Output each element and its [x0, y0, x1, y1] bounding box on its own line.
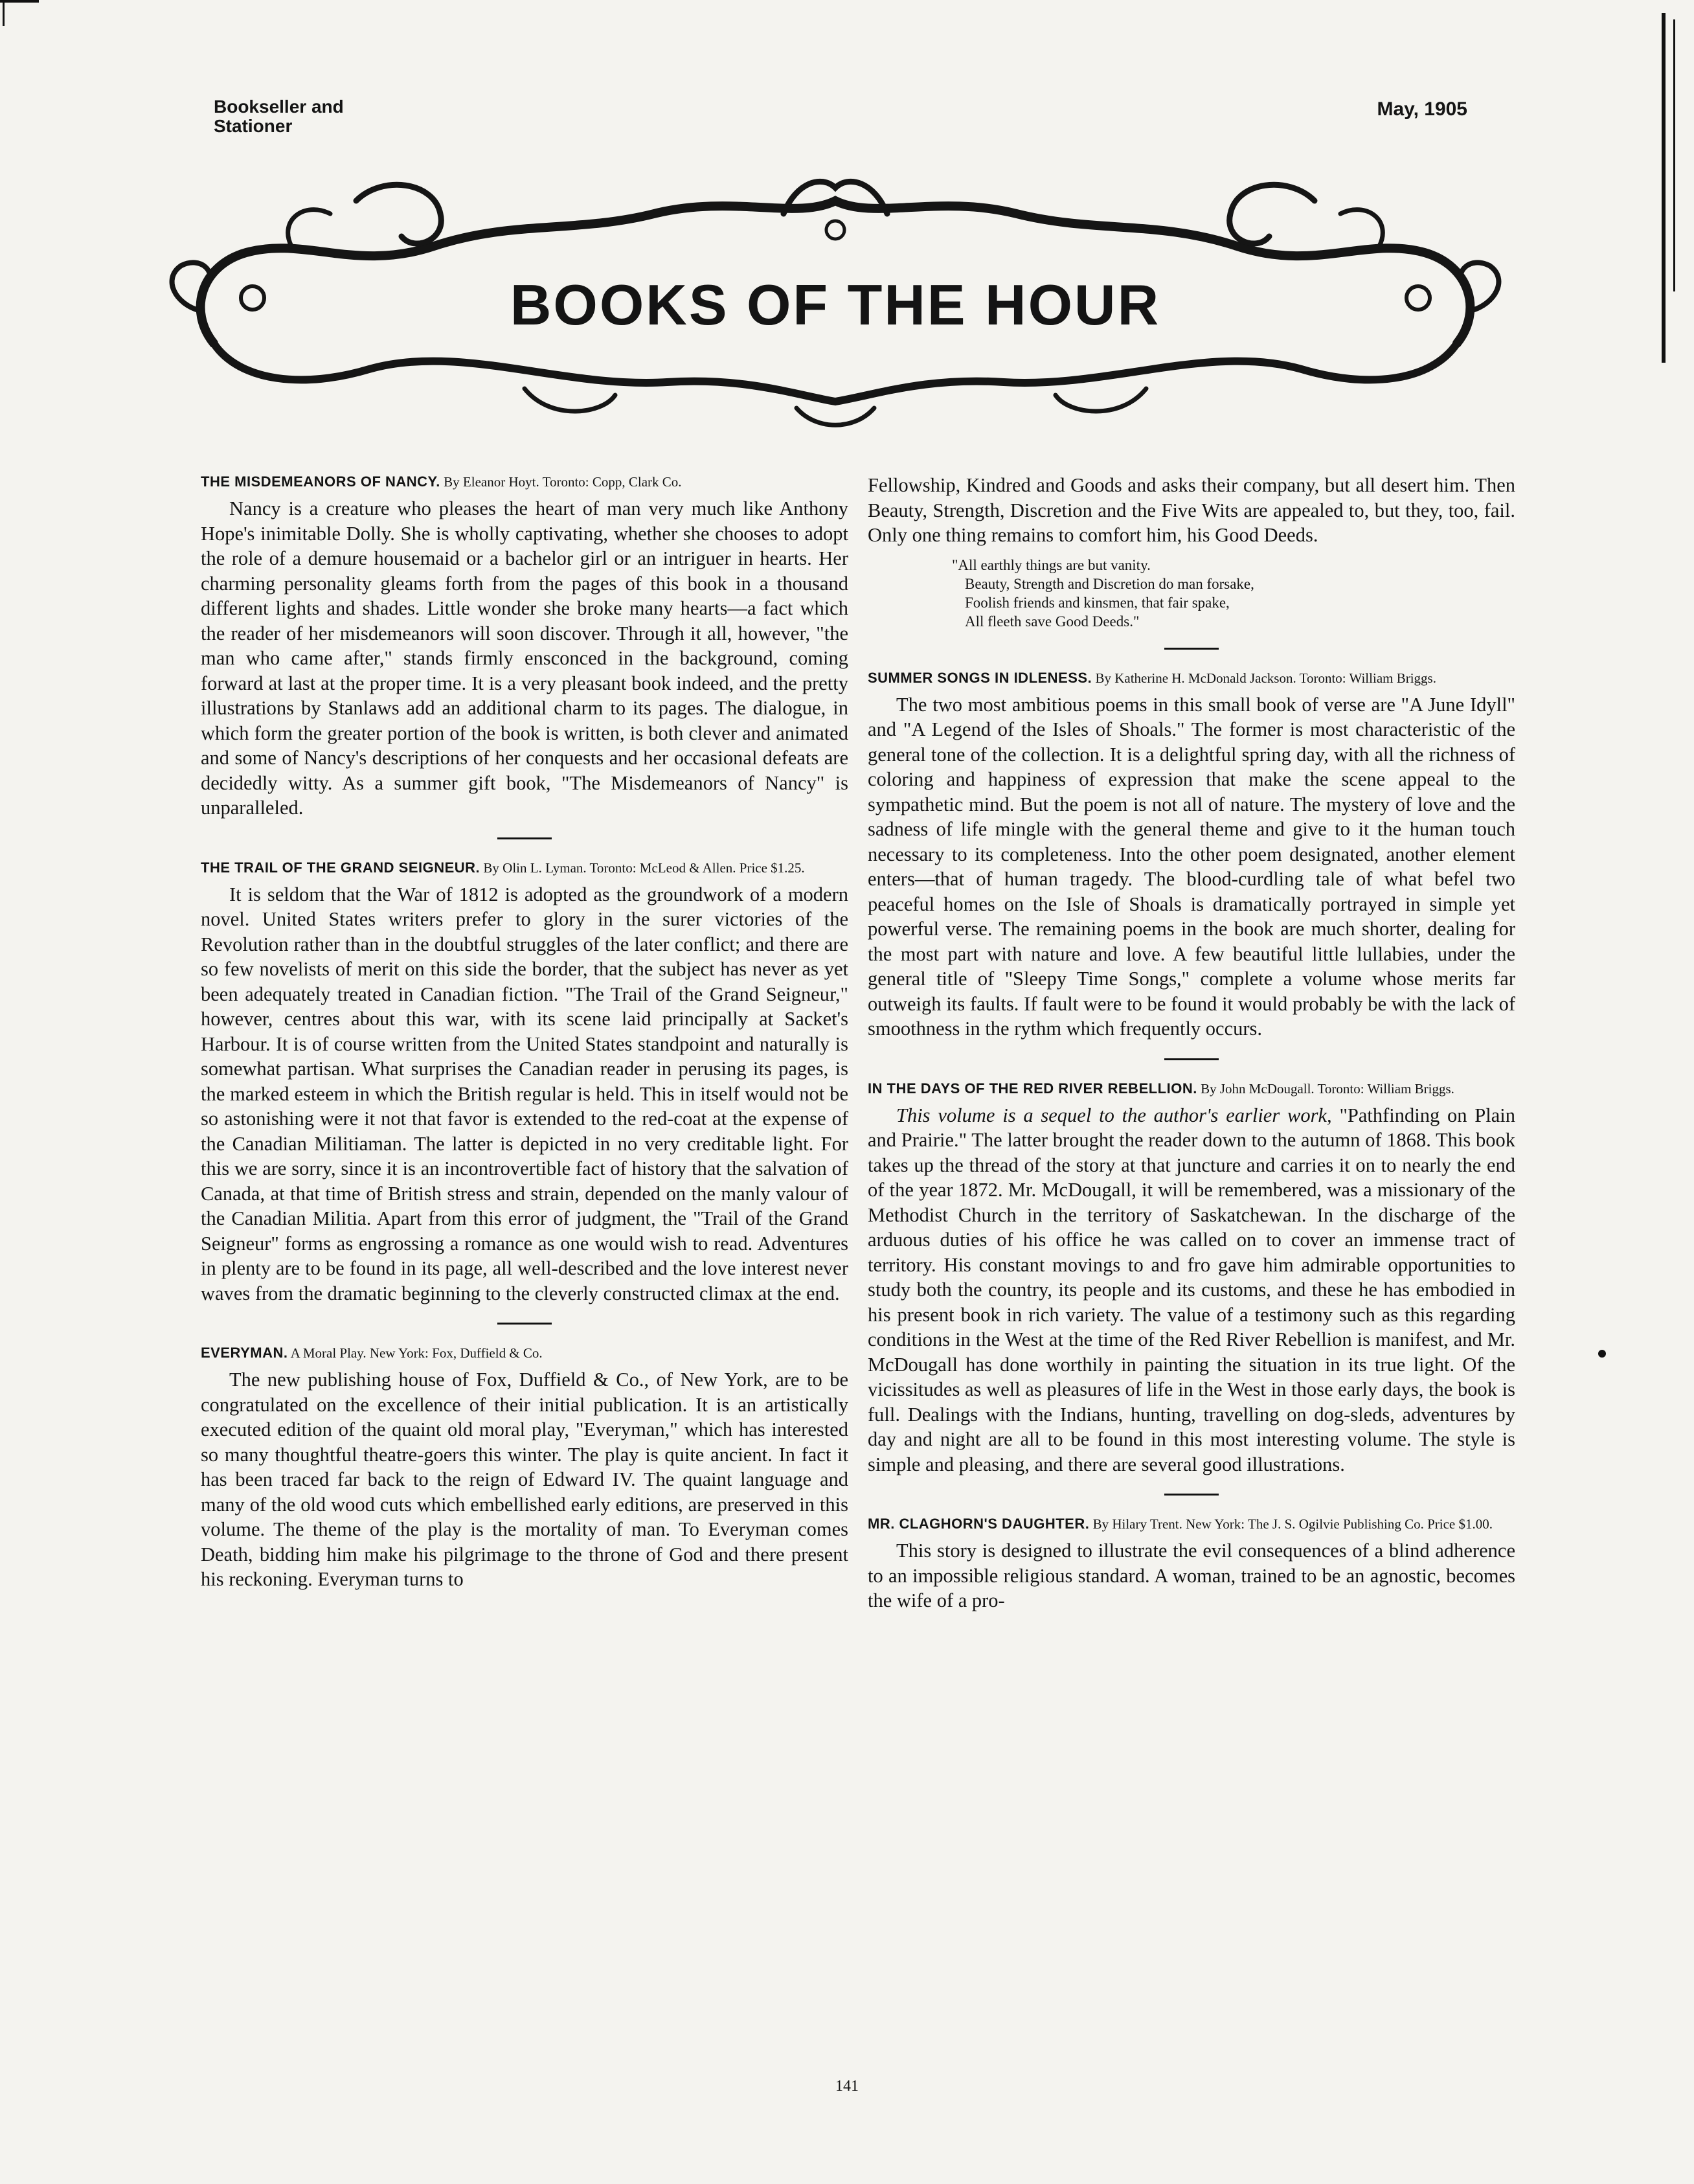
publication-name-line2: Stationer — [214, 116, 293, 136]
ornamental-banner — [162, 175, 1509, 434]
verse-line: All fleeth save Good Deeds." — [965, 613, 1140, 630]
right-column — [868, 473, 1515, 1625]
review-title: THE TRAIL OF THE GRAND SEIGNEUR. — [201, 859, 480, 876]
banner-title: BOOKS OF THE HOUR — [510, 273, 1161, 337]
scan-mark-right-edge — [1662, 13, 1666, 363]
review-title: IN THE DAYS OF THE RED RIVER REBELLION. — [868, 1080, 1197, 1097]
review-meta: By Olin L. Lyman. Toronto: McLeod & Allen. Price $1.25. — [483, 859, 805, 876]
scan-mark-right-edge-2 — [1673, 19, 1675, 291]
review-title: EVERYMAN. — [201, 1345, 288, 1361]
review-body — [868, 1538, 1515, 1613]
review-paragraph: Fellowship, Kindred and Goods and asks their company, but all desert him. Then Beauty, Strength, Discretion and the Five Wits are appealed to, but they, too, fail. Only one thing remains to comfort him, his Good Deeds. — [868, 474, 1515, 546]
review-body — [201, 496, 848, 821]
review-heading — [201, 1344, 848, 1362]
review-heading — [868, 669, 1515, 687]
review-claghorns-daughter — [868, 1515, 1515, 1613]
review-meta: By Hilary Trent. New York: The J. S. Ogilvie Publishing Co. Price $1.00. — [1092, 1516, 1493, 1532]
scan-mark-top-left — [0, 0, 39, 3]
scan-dot — [1598, 1350, 1606, 1358]
review-heading — [868, 1080, 1515, 1098]
review-red-river-rebellion — [868, 1080, 1515, 1477]
review-paragraph: Nancy is a creature who pleases the heart of man very much like Anthony Hope's inimitable Dolly. She is wholly captivating, whether she chooses to adopt the role of a demure housemaid or a bachelor girl or an intriguer in hearts. Her charming personality gleams forth from the pages of this book in a thousand different lights and shades. Little wonder she broke many hearts—a fact which the reader of her misdemeanors will soon discover. Through it all, however, "the man who came after," stands firmly ensconced in the background, coming forward at last at the proper time. It is a very pleasant book indeed, and the pretty illustrations by Stanlaws add an additional charm to its pages. The dialogue, in which form the greater portion of the book is written, is both clever and animated and some of Nancy's descriptions of her conquests and her occasional defeats are decidedly witty. As a summer gift book, "The Misdemeanors of Nancy" is unparalleled. — [201, 497, 848, 819]
section-divider — [497, 1323, 552, 1325]
quoted-verse — [952, 556, 1515, 631]
review-meta: By Eleanor Hoyt. Toronto: Copp, Clark Co. — [444, 474, 682, 490]
review-title: THE MISDEMEANORS OF NANCY. — [201, 473, 440, 490]
review-heading — [201, 859, 848, 877]
review-heading — [201, 473, 848, 491]
verse-line: Foolish friends and kinsmen, that fair spake, — [965, 594, 1230, 611]
review-heading — [868, 1515, 1515, 1533]
verse-line: Beauty, Strength and Discretion do man forsake, — [965, 575, 1254, 592]
left-column — [201, 473, 848, 1604]
section-divider — [1164, 1494, 1219, 1496]
review-everyman — [201, 1344, 848, 1592]
page-number: 141 — [835, 2078, 859, 2095]
review-paragraph: The new publishing house of Fox, Duffield & Co., of New York, are to be congratulated on the excellence of their initial publication. It is an artistically executed edition of the quaint old moral play, "Everyman," which has interested so many thoughtful theatre-goers this winter. The play is quite ancient. In fact it has been traced far back to the reign of Edward IV. The quaint language and many of the old wood cuts which embellished early editions, are preserved in this volume. The theme of the play is the mortality of man. To Everyman comes Death, bidding him make his pilgrimage to the throne of God and there present his reckoning. Everyman turns to — [201, 1369, 848, 1590]
section-divider — [1164, 648, 1219, 650]
review-title: MR. CLAGHORN'S DAUGHTER. — [868, 1516, 1090, 1532]
publication-name — [214, 97, 344, 136]
review-paragraph-text: "Pathfinding on Plain and Prairie." The latter brought the reader down to the autumn of 1868. This book takes up the thread of the story at that juncture and carries it on to nearly the end of the year 1872. Mr. McDougall, it will be remembered, was a missionary of the Methodist Church in the territory of Saskatchewan. In the discharge of the arduous duties of his office he was called on to cover an immense tract of territory. His constant movings to and fro gave him admirable opportunities to study both the country, its people and its customs, and these he has embodied in his present book in rich variety. The value of a testimony such as this regarding conditions in the West at the time of the Red River Rebellion is manifest, and Mr. McDougall has done worthily in painting the situation in its true light. Of the vicissitudes as well as pleasures of life in the West in those early days, the book is full. Dealings with the Indians, hunting, travelling on dog-sleds, adventures by day and night are all to be found in this most interesting volume. The style is simple and pleasing, and there are several good illustrations. — [868, 1104, 1515, 1475]
issue-date: May, 1905 — [1377, 98, 1467, 120]
everyman-continuation — [868, 473, 1515, 548]
review-paragraph: The two most ambitious poems in this small book of verse are "A June Idyll" and "A Legend of the Isles of Shoals." The former is most characteristic of the general tone of the collection. It is a delightful spring day, with all the richness of coloring and happiness of expression that make the scene appeal to the sympathetic mind. But the poem is not all of nature. The mystery of love and the sadness of life mingle with the general theme and give to it the human touch necessary to its completeness. Into the other poem designated, another element enters—that of human tragedy. The blood-curdling tale of what befel two peaceful homes on the Isle of Shoals is dramatically portrayed in simple yet powerful verse. The remaining poems in the book are much shorter, dealing for the most part with nature and love. A few beautiful little lullabies, under the general title of "Sleepy Time Songs," complete a volume whose merits far outweigh its faults. If fault were to be found it would probably be with the lack of smoothness in the rythm which frequently occurs. — [868, 693, 1515, 1040]
review-body — [201, 1367, 848, 1592]
review-title: SUMMER SONGS IN IDLENESS. — [868, 669, 1092, 686]
section-divider — [1164, 1058, 1219, 1060]
review-misdemeanors-of-nancy — [201, 473, 848, 821]
review-body — [201, 882, 848, 1306]
scan-mark-top-left-v — [3, 0, 5, 26]
review-meta: By John McDougall. Toronto: William Briggs. — [1201, 1080, 1454, 1097]
review-paragraph: This story is designed to illustrate the evil consequences of a blind adherence to an impossible religious standard. A woman, trained to be an agnostic, becomes the wife of a pro- — [868, 1540, 1515, 1611]
review-paragraph: It is seldom that the War of 1812 is adopted as the groundwork of a modern novel. United States writers prefer to glory in the surer victories of the Revolution rather than in the doubtful struggles of the later conflict; and there are so few novelists of merit on this side the border, that the subject has never as yet been adequately treated in Canadian fiction. "The Trail of the Grand Seigneur," however, centres about this war, with its scene laid principally at Sacket's Harbour. It is of course written from the United States standpoint and naturally is somewhat partisan. What surprises the Canadian reader in perusing its pages, is the marked esteem in which the British regular is held. This in itself would not be so astonishing were it not that favor is extended to the red-coat at the expense of the Canadian Militiaman. The latter is depicted in no very creditable light. For this we are sorry, since it is an incontrovertible fact of history that the salvation of Canada, at that time of British stress and strain, depended on the manly valour of the Canadian Militia. Apart from this error of judgment, the "Trail of the Grand Seigneur" forms as engrossing a romance as one would wish to read. Adventures in plenty are to be found in its page, all well-described and the love interest never waves from the dramatic beginning to the cleverly constructed climax at the end. — [201, 883, 848, 1304]
review-trail-of-grand-seigneur — [201, 859, 848, 1306]
review-meta: A Moral Play. New York: Fox, Duffield & Co. — [290, 1345, 543, 1361]
review-body — [868, 692, 1515, 1041]
verse-line: "All earthly things are but vanity. — [952, 556, 1151, 573]
review-lead-italic: This volume is a sequel to the author's earlier work, — [896, 1104, 1332, 1126]
review-summer-songs — [868, 669, 1515, 1041]
section-divider — [497, 837, 552, 839]
publication-name-line1: Bookseller and — [214, 97, 344, 117]
review-paragraph — [868, 1103, 1515, 1477]
review-meta: By Katherine H. McDonald Jackson. Toronto: William Briggs. — [1095, 670, 1436, 686]
review-body — [868, 1103, 1515, 1477]
